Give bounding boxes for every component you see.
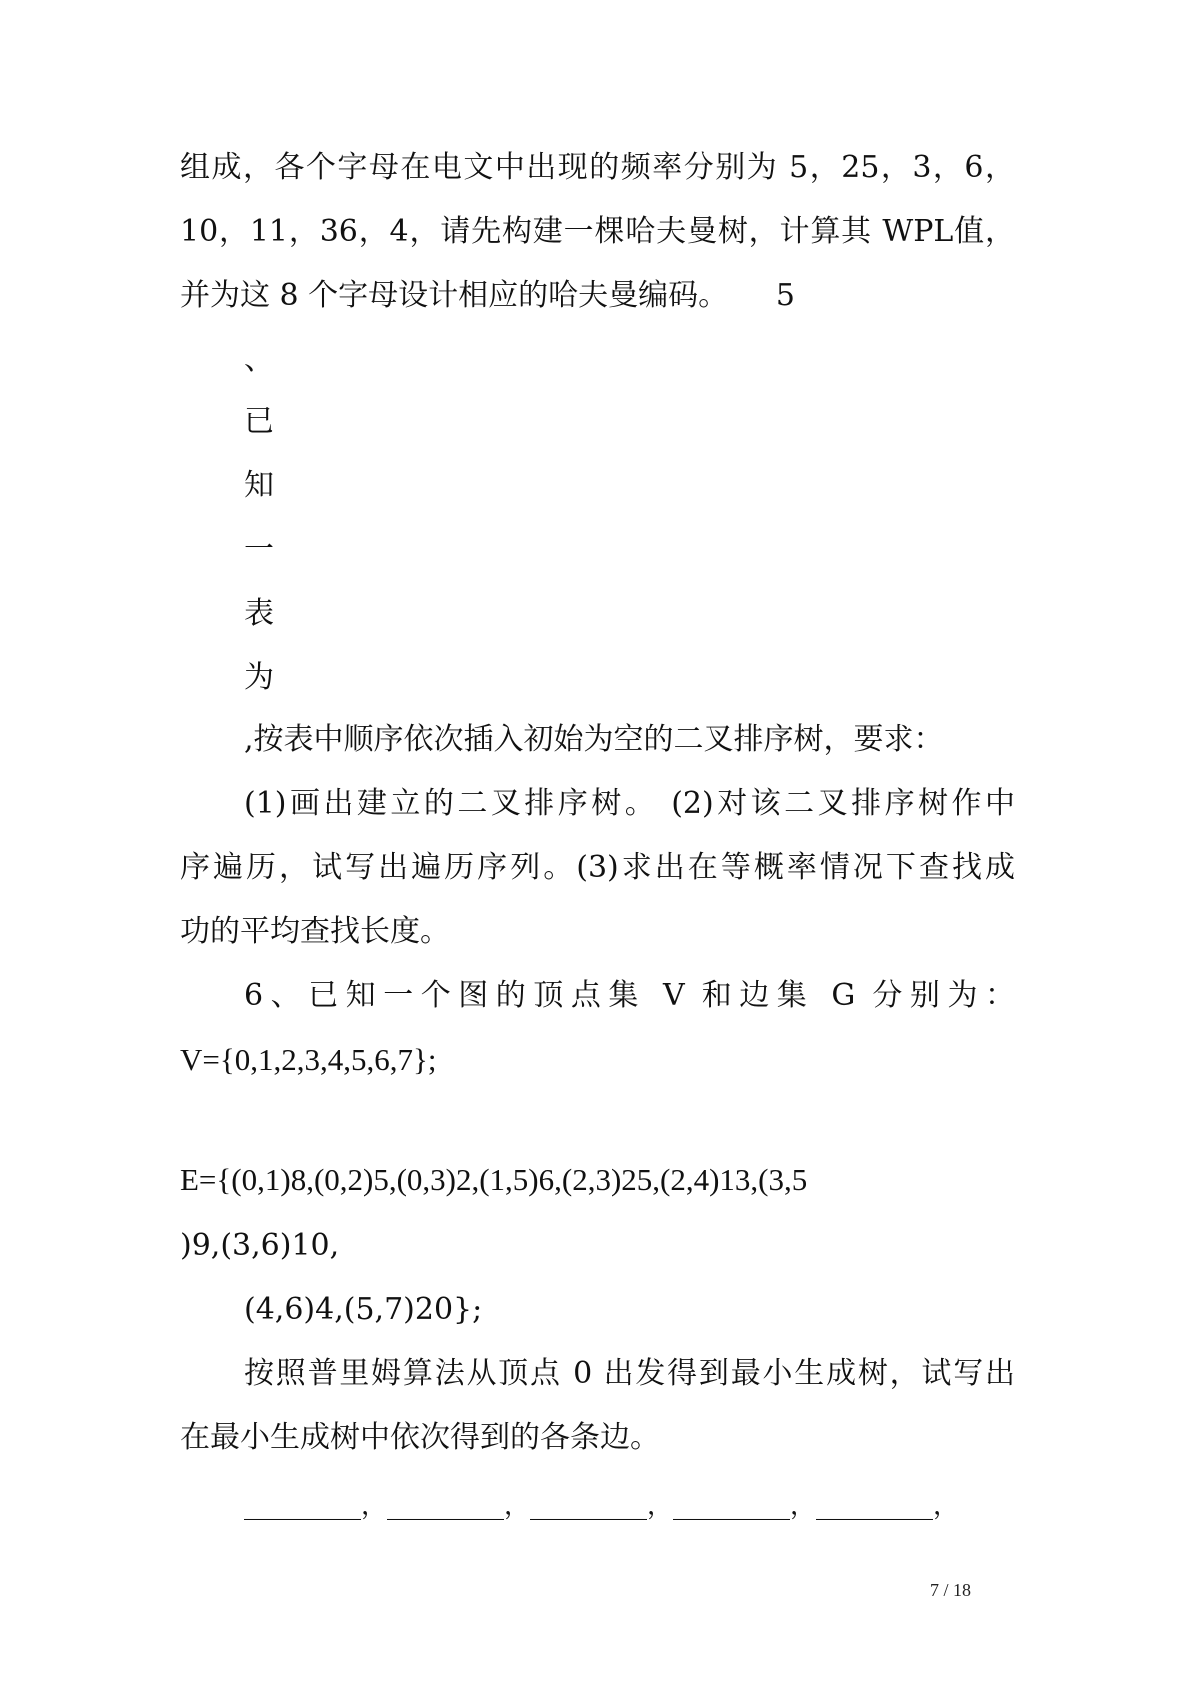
text-line-3: 并为这 8 个字母设计相应的哈夫曼编码。 5 [180,278,795,313]
text-line-4: ,按表中顺序依次插入初始为空的二叉排序树，要求： [244,722,944,757]
text-line-1: 组成，各个字母在电文中出现的频率分别为 5，25，3，6， [180,150,1015,185]
text-line-14: 在最小生成树中依次得到的各条边。 [180,1420,660,1455]
vertical-char-4: 一 [244,532,274,567]
text-line-12: (4,6)4,(5,7)20}; [244,1292,483,1327]
text-line-2: 10，11，36，4，请先构建一棵哈夫曼树，计算其 WPL值， [180,214,1015,249]
vertical-char-1: 、 [244,342,274,377]
page-number: 7 / 18 [930,1580,972,1600]
vertical-char-2: 已 [244,404,274,439]
text-line-11: )9,(3,6)10, [180,1228,340,1263]
text-line-7: 功的平均查找长度。 [180,914,450,949]
text-line-10: E={(0,1)8,(0,2)5,(0,3)2,(1,5)6,(2,3)25,(2,4)13,(3,5 [180,1162,808,1197]
text-line-8: 6、已知一个图的顶点集 V 和边集 G 分别为： [244,978,1015,1013]
vertical-char-5: 表 [244,596,274,631]
vertical-char-6: 为 [244,660,274,695]
vertical-char-3: 知 [244,468,274,503]
answer-blanks: _________，_________，_________，_________，_________， [244,1491,959,1521]
text-line-9: V={0,1,2,3,4,5,6,7}; [180,1042,437,1077]
text-line-6: 序遍历，试写出遍历序列。(3)求出在等概率情况下查找成 [180,850,1015,885]
text-line-13: 按照普里姆算法从顶点 0 出发得到最小生成树，试写出 [244,1356,1015,1391]
text-line-5: (1)画出建立的二叉排序树。 (2)对该二叉排序树作中 [244,786,1015,821]
